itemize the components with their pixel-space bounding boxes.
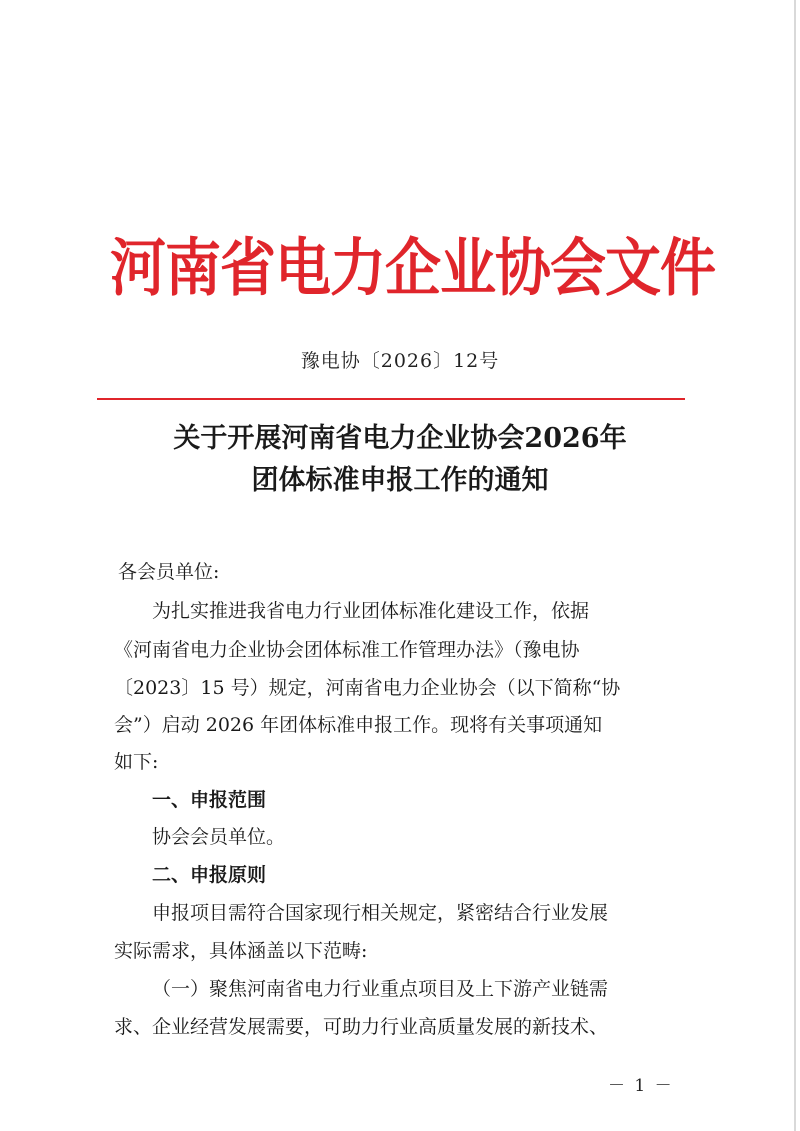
intro-line: 会”）启动 2026 年团体标准申报工作。现将有关事项通知 — [114, 714, 603, 736]
intro-line: 如下: — [114, 751, 159, 773]
section-body-line: （一）聚焦河南省电力行业重点项目及上下游产业链需 — [152, 978, 609, 1000]
red-divider-line — [97, 398, 685, 400]
notice-title — [0, 418, 800, 502]
page-edge — [794, 0, 796, 1131]
notice-title-line: 团体标准申报工作的通知 — [251, 465, 549, 496]
section-body-line: 求、企业经营发展需要，可助力行业高质量发展的新技术、 — [114, 1016, 609, 1038]
section-heading-principle: 二、申报原则 — [152, 864, 267, 886]
intro-line: 〔2023〕15 号）规定，河南省电力企业协会（以下简称“协 — [114, 677, 621, 699]
salutation: 各会员单位: — [118, 561, 220, 583]
section-body-line: 协会会员单位。 — [152, 826, 286, 848]
notice-title-line: 关于开展河南省电力企业协会2026年 — [173, 423, 627, 454]
section-body-line: 实际需求，具体涵盖以下范畴: — [114, 940, 368, 962]
intro-line: 《河南省电力企业协会团体标准工作管理办法》（豫电协 — [114, 639, 580, 661]
section-heading-scope: 一、申报范围 — [152, 789, 267, 811]
section-body-line: 申报项目需符合国家现行相关规定，紧密结合行业发展 — [152, 902, 609, 924]
masthead-title: 河南省电力企业协会文件 — [110, 231, 715, 305]
page-number: － 1 － — [608, 1076, 674, 1096]
document-number: 豫电协〔2026〕12号 — [300, 350, 500, 372]
intro-line: 为扎实推进我省电力行业团体标准化建设工作，依据 — [152, 600, 590, 622]
